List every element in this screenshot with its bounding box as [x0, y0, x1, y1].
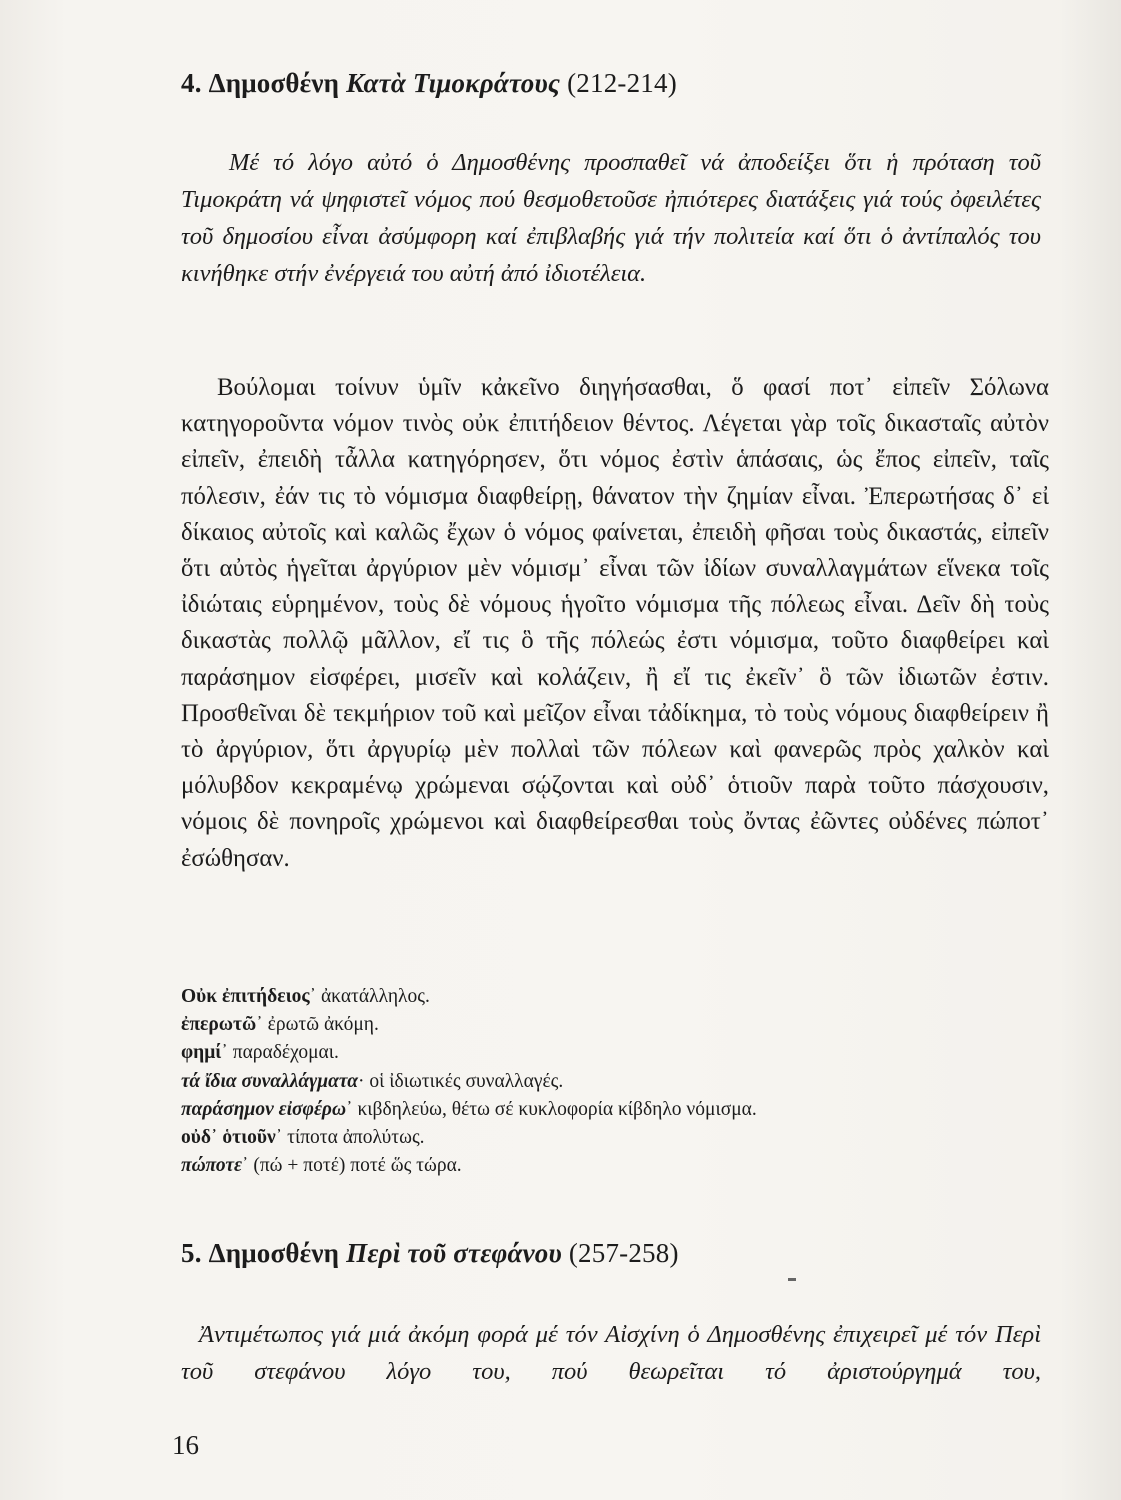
glossary-separator: ᾽ [309, 986, 317, 1007]
glossary-term: φημί [181, 1042, 222, 1064]
section-4-introduction: Μέ τό λόγο αὐτό ὁ Δημοσθένης προσπαθεῖ νά ἀποδείξει ὅτι ἡ πρόταση τοῦ Τιμοκράτη νά ψηφιστεῖ νόμος πού θεσμοθετοῦσε ἠπιότερες διατάξεις γιά τούς ὀφειλέτες τοῦ δημοσίου εἶναι ἀσύμφορη καί ἐπιβλαβής γιά τήν πολιτεία καί ὅτι ὁ ἀντίπαλός του κινήθηκε στήν ἐνέργειά του αὐτή ἀπό ἰδιοτέλεια. [181, 149, 1041, 287]
section-4-reference: (212-214) [567, 68, 677, 98]
section-5-author: Δημοσθένη [208, 1238, 340, 1268]
glossary-definition: τίποτα ἀπολύτως. [287, 1127, 425, 1149]
glossary-entry [181, 983, 1041, 1011]
glossary-separator: · [358, 1070, 365, 1092]
section-5-introduction: Ἀντιμέτωπος γιά μιά ἀκόμη φορά μέ τόν Αἰσχίνη ὁ Δημοσθένης ἐπιχειρεῖ μέ τόν Περὶ τοῦ στεφάνου λόγο του, πού θεωρεῖται τό ἀριστούργημά του, [181, 1321, 1041, 1385]
section-5-work-title: Περὶ τοῦ στεφάνου [346, 1238, 562, 1268]
section-5-number: 5. [181, 1238, 202, 1268]
glossary-definition: (πώ + ποτέ) ποτέ ὥς τώρα. [253, 1155, 462, 1177]
section-5-reference: (257-258) [568, 1238, 679, 1268]
glossary-definition: ἐρωτῶ ἀκόμη. [267, 1014, 379, 1036]
print-speck [788, 1278, 796, 1281]
glossary-separator: ᾽ [256, 1014, 263, 1036]
glossary-entry [181, 1096, 1041, 1124]
glossary-term: Οὐκ ἐπιτήδειος [181, 986, 310, 1007]
glossary-term: ἐπερωτῶ [181, 1014, 257, 1036]
glossary-entry [181, 1039, 1041, 1067]
section-5-heading [181, 1238, 679, 1269]
glossary-separator: ᾽ [221, 1042, 228, 1064]
glossary-definition: παραδέχομαι. [232, 1042, 339, 1064]
glossary-term: πώποτε [181, 1155, 242, 1177]
glossary-separator: ᾽ [346, 1098, 353, 1120]
glossary-entry [181, 1011, 1041, 1039]
glossary-separator: ᾽ [275, 1127, 283, 1149]
glossary-term: παράσημον εἰσφέρω [181, 1098, 347, 1120]
glossary-definition: οἱ ἰδιωτικές συναλλαγές. [369, 1070, 564, 1092]
glossary-term: τά ἴδια συναλλάγματα [181, 1070, 359, 1092]
glossary-definition: κιβδηλεύω, θέτω σέ κυκλοφορία κίβδηλο νόμισμα. [357, 1098, 757, 1120]
glossary-definition: ἀκατάλληλος. [320, 986, 430, 1007]
section-4-author: Δημοσθένη [208, 68, 340, 98]
section-4-glossary [181, 983, 1041, 1180]
section-4-number: 4. [181, 68, 202, 98]
glossary-entry [181, 1152, 1041, 1180]
glossary-separator: ᾽ [241, 1155, 249, 1177]
glossary-term: οὐδ᾽ ὁτιοῦν [181, 1127, 276, 1149]
glossary-entry [181, 1068, 1041, 1096]
glossary-entry [181, 1124, 1041, 1152]
section-4-work-title: Κατὰ Τιμοκράτους [346, 68, 561, 98]
section-4-heading [181, 68, 677, 99]
section-4-ancient-text: Βούλομαι τοίνυν ὑμῖν κἀκεῖνο διηγήσασθαι, ὅ φασί ποτ᾽ εἰπεῖν Σόλωνα κατηγοροῦντα νόμον τινὸς οὐκ ἐπιτήδειον θέντος. Λέγεται γὰρ τοῖς δικασταῖς αὐτὸν εἰπεῖν, ἐπειδὴ τἆλλα κατηγόρησεν, ὅτι νόμος ἐστὶν ἁπάσαις, ὡς ἔπος εἰπεῖν, ταῖς πόλεσιν, ἐάν τις τὸ νόμισμα διαφθείρῃ, θάνατον τὴν ζημίαν εἶναι. Ἐπερωτήσας δ᾽ εἰ δίκαιος αὐτοῖς καὶ καλῶς ἔχων ὁ νόμος φαίνεται, ἐπειδὴ φῆσαι τοὺς δικαστάς, εἰπεῖν ὅτι αὐτὸς ἡγεῖται ἀργύριον μὲν νόμισμ᾽ εἶναι τῶν ἰδίων συναλλαγμάτων εἵνεκα τοῖς ἰδιώταις εὑρημένον, τοὺς δὲ νόμους ἡγοῖτο νόμισμα τῆς πόλεως εἶναι. Δεῖν δὴ τοὺς δικαστὰς πολλῷ μᾶλλον, εἴ τις ὃ τῆς πόλεώς ἐστι νόμισμα, τοῦτο διαφθείρει καὶ παράσημον εἰσφέρει, μισεῖν καὶ κολάζειν, ἢ εἴ τις ἐκεῖν᾽ ὃ τῶν ἰδιωτῶν ἐστιν. Προσθεῖναι δὲ τεκμήριον τοῦ καὶ μεῖζον εἶναι τἀδίκημα, τὸ τοὺς νόμους διαφθείρειν ἢ τὸ ἀργύριον, ὅτι ἀργυρίῳ μὲν πολλαὶ τῶν πόλεων καὶ φανερῶς πρὸς χαλκὸν καὶ μόλυβδον κεκραμένῳ χρώμεναι σῴζονται καὶ οὐδ᾽ ὁτιοῦν παρὰ τοῦτο πάσχουσιν, νόμοις δὲ πονηροῖς χρώμενοι καὶ διαφθείρεσθαι τοὺς ὄντας ἐῶντες οὐδένες πώποτ᾽ ἐσώθησαν. [181, 374, 1049, 872]
page-number: 16 [172, 1430, 199, 1460]
